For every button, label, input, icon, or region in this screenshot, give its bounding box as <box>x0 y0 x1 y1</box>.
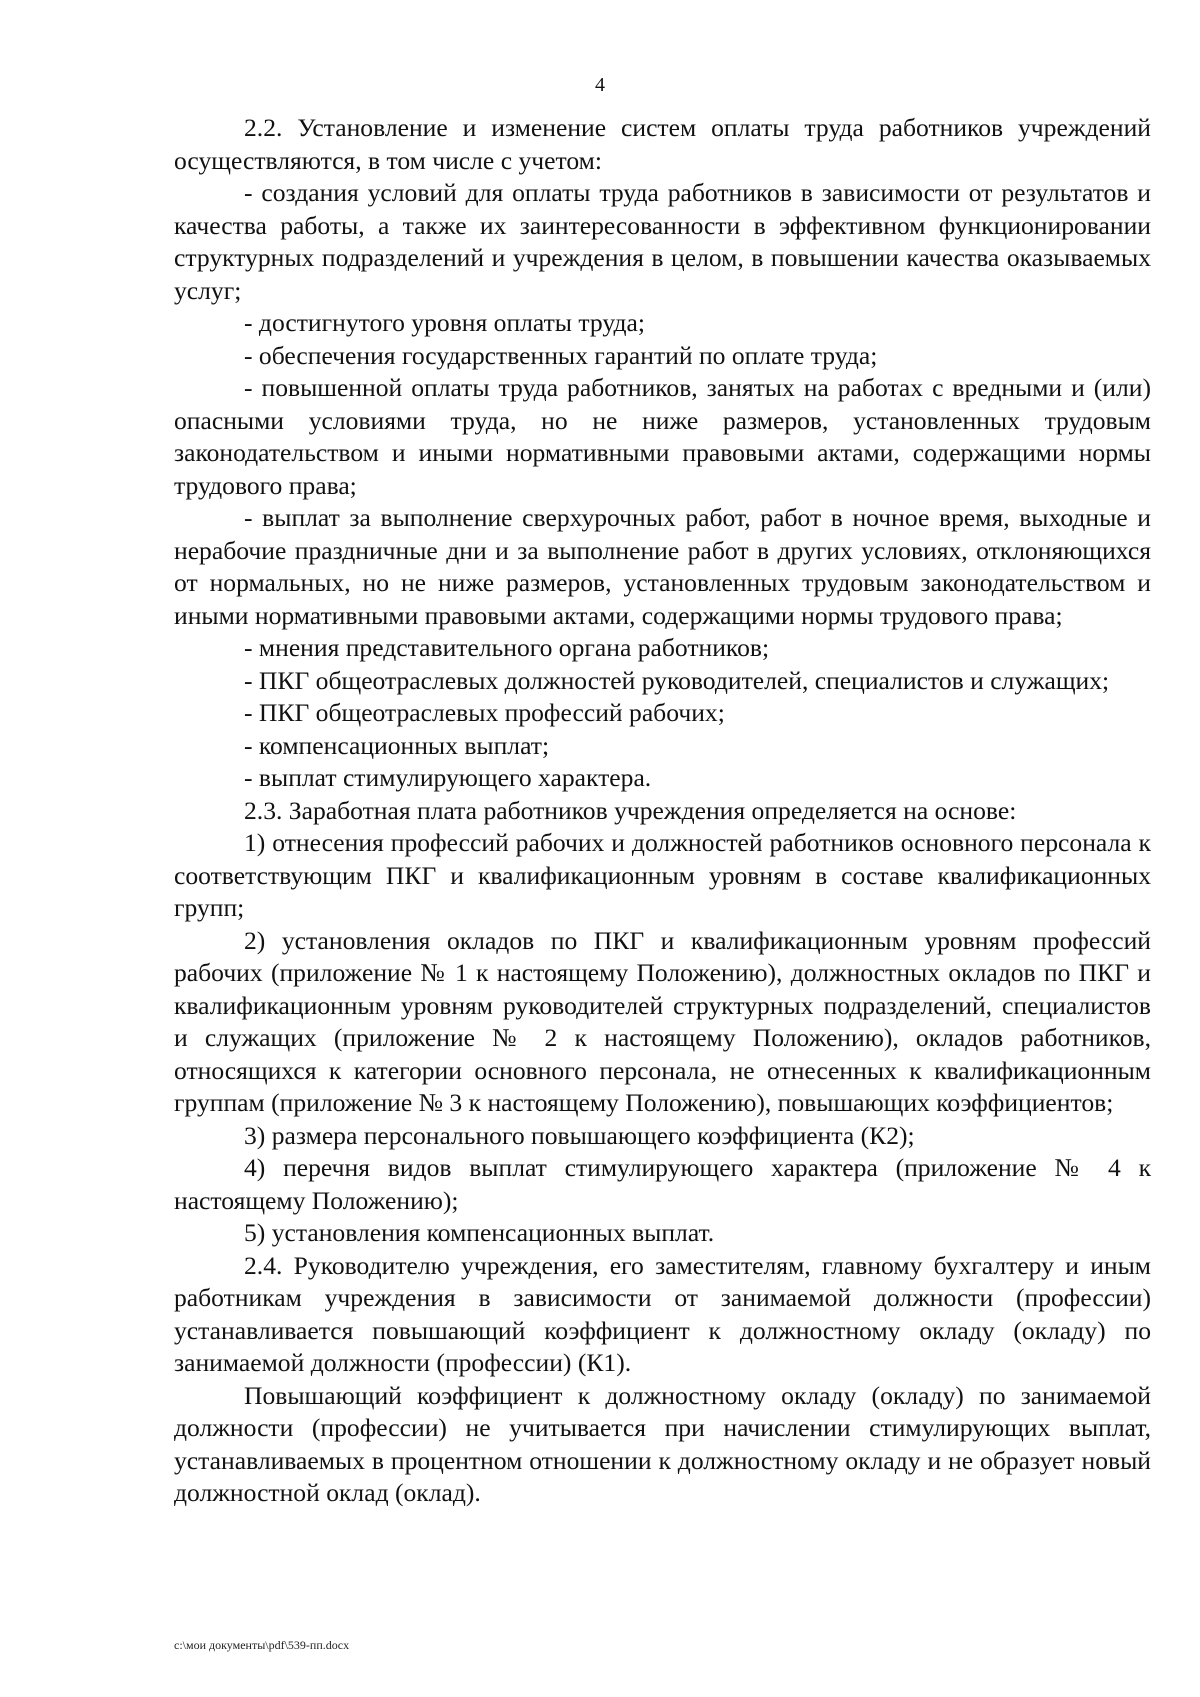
list-item-overtime-payments: - выплат за выполнение сверхурочных работ, работ в ночное время, выходные и нерабочие праздничные дни и за выполнение работ в других условиях, отклоняющихся от нормальных, но не ниже размеров, установленных трудовым законодательством и иными нормативными правовыми актами, содержащими нормы трудового права; <box>174 503 1151 630</box>
paragraph-coefficient-note: Повышающий коэффициент к должностному окладу (окладу) по занимаемой должности (профессии) не учитывается при начислении стимулирующих выплат, устанавливаемых в процентном отношении к должностному окладу и не образует новый должностной оклад (оклад). <box>174 1380 1151 1507</box>
list-item-pkg-positions: - ПКГ общеотраслевых должностей руководителей, специалистов и служащих; <box>244 665 1110 695</box>
list-item-pkg-workers: - ПКГ общеотраслевых профессий рабочих; <box>244 698 725 727</box>
footer-file-path: c:\мои документы\pdf\539-пп.docx <box>174 1638 350 1652</box>
page-number: 4 <box>595 74 605 96</box>
numbered-item-4: 4) перечня видов выплат стимулирующего характера (приложение № 4 к настоящему Положению); <box>174 1153 1151 1215</box>
list-item-incentive: - выплат стимулирующего характера. <box>244 763 652 792</box>
numbered-item-2: 2) установления окладов по ПКГ и квалификационным уровням профессий рабочих (приложение № 1 к настоящему Положению), должностных окладов по ПКГ и квалификационным уровням руководителей структурных подразделений, специалистов и служащих (приложение № 2 к настоящему Положению), окладов работников, относящихся к категории основного персонала, не отнесенных к квалификационным группам (приложение № 3 к настоящему Положению), повышающих коэффициентов; <box>174 925 1151 1117</box>
list-item-compensation: - компенсационных выплат; <box>244 730 550 760</box>
numbered-item-3: 3) размера персонального повышающего коэффициента (К2); <box>244 1120 915 1150</box>
list-item-conditions: - создания условий для оплаты труда работников в зависимости от результатов и качества работы, а также их заинтересованности в эффективном функционировании структурных подразделений и учреждения в целом, в повышении качества оказываемых услуг; <box>174 178 1151 305</box>
list-item-achieved-level: - достигнутого уровня оплаты труда; <box>244 308 646 337</box>
numbered-item-5: 5) установления компенсационных выплат. <box>244 1218 715 1247</box>
list-item-state-guarantees: - обеспечения государственных гарантий по оплате труда; <box>244 340 878 370</box>
list-item-representative-opinion: - мнения представительного органа работников; <box>244 633 770 662</box>
list-item-increased-pay: - повышенной оплаты труда работников, занятых на работах с вредными и (или) опасными условиями труда, но не ниже размеров, установленных трудовым законодательством и иными нормативными правовыми актами, содержащими нормы трудового права; <box>174 373 1151 500</box>
paragraph-2-3: 2.3. Заработная плата работников учреждения определяется на основе: <box>244 795 1017 825</box>
paragraph-2-4: 2.4. Руководителю учреждения, его заместителям, главному бухгалтеру и иным работникам учреждения в зависимости от занимаемой должности (профессии) устанавливается повышающий коэффициент к должностному окладу (окладу) по занимаемой должности (профессии) (К1). <box>174 1250 1151 1377</box>
paragraph-2-2: 2.2. Установление и изменение систем оплаты труда работников учреждений осуществляются, в том числе с учетом: <box>174 113 1151 175</box>
numbered-item-1: 1) отнесения профессий рабочих и должностей работников основного персонала к соответствующим ПКГ и квалификационным уровням в составе квалификационных групп; <box>174 828 1151 922</box>
document-body <box>174 112 1151 1510</box>
